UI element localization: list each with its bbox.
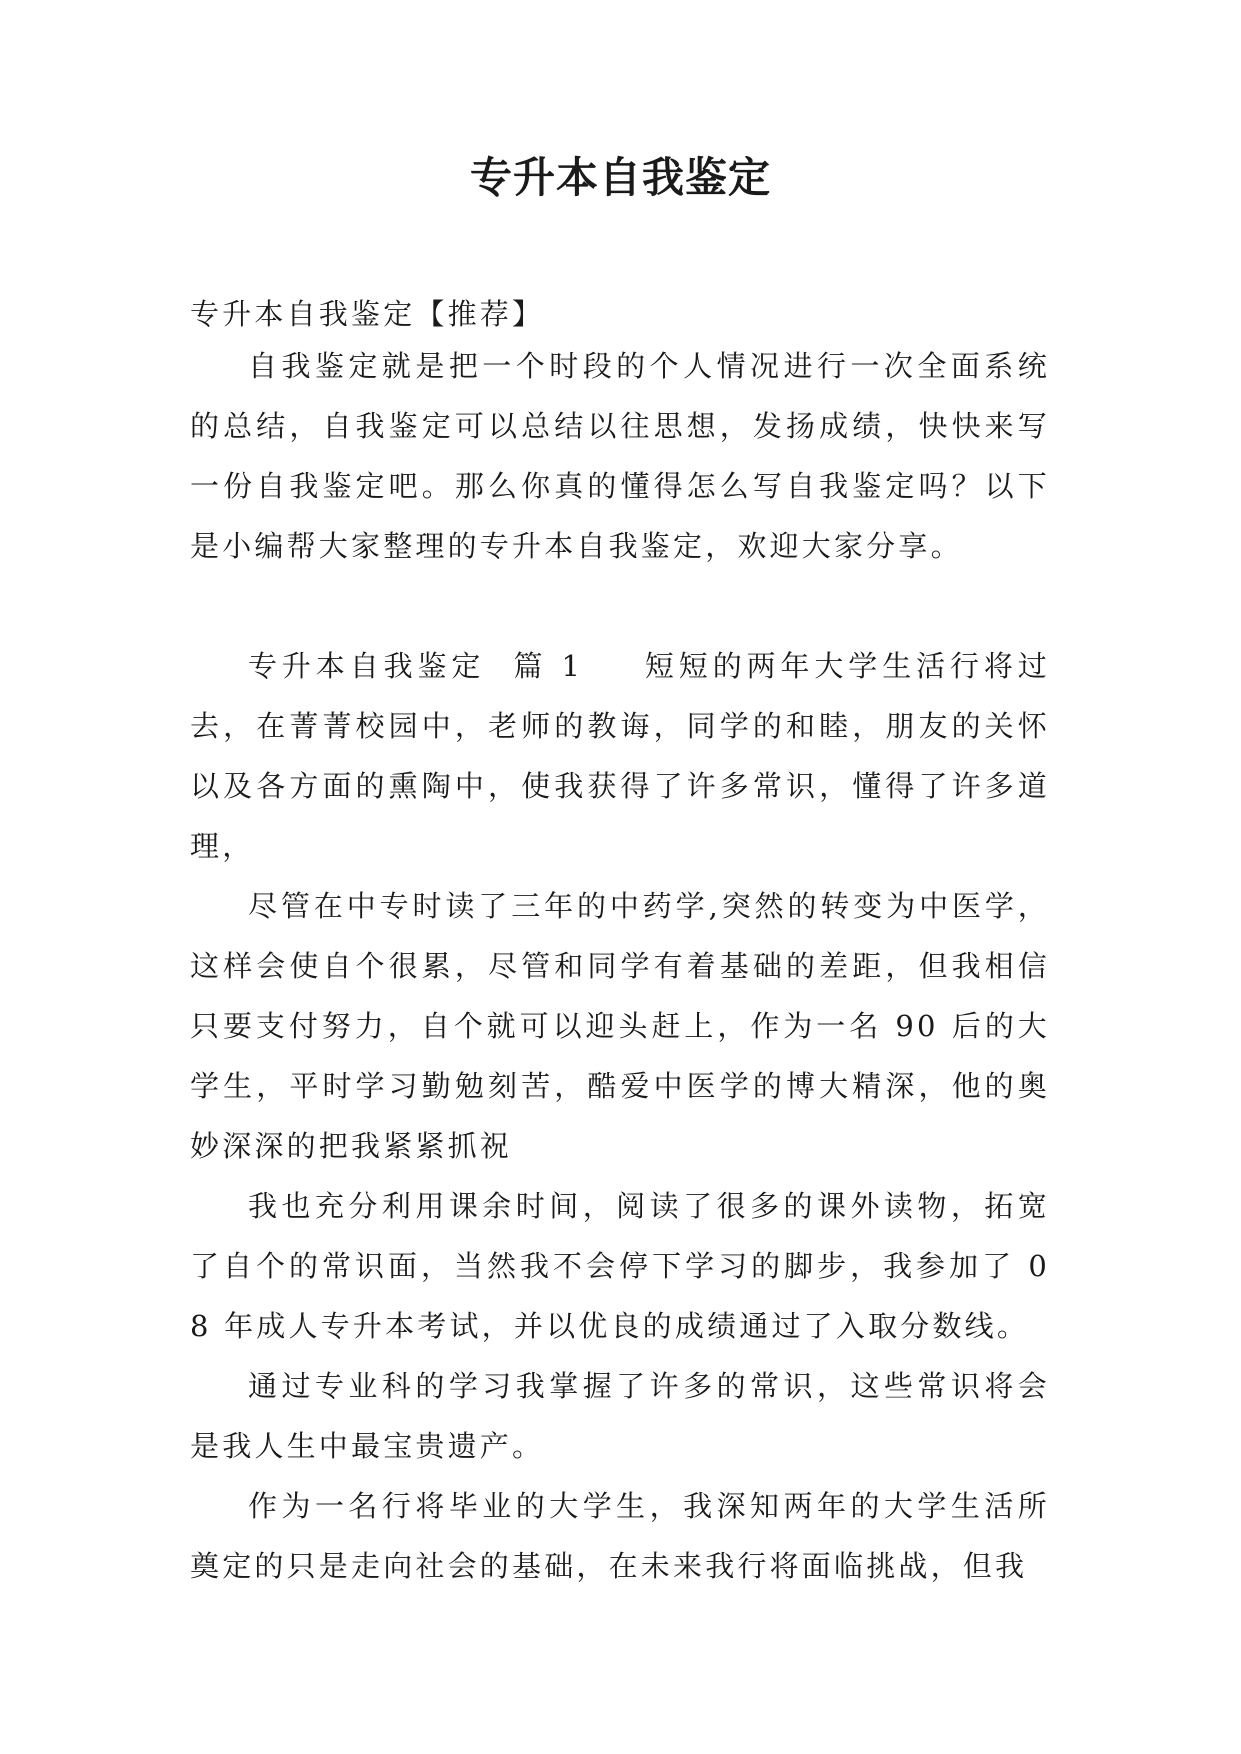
first-paragraph: [190, 636, 1050, 876]
paragraph-3: 我也充分利用课余时间，阅读了很多的课外读物，拓宽了自个的常识面，当然我不会停下学习的脚步，我参加了 08 年成人专升本考试，并以优良的成绩通过了入取分数线。: [190, 1189, 1050, 1343]
document-subtitle: 专升本自我鉴定【推荐】: [190, 297, 545, 331]
paragraph-5: 作为一名行将毕业的大学生，我深知两年的大学生活所奠定的只是走向社会的基础，在未来我行将面临挑战，但我: [190, 1489, 1050, 1583]
intro-paragraph: 自我鉴定就是把一个时段的个人情况进行一次全面系统的总结，自我鉴定可以总结以往思想，发扬成绩，快快来写一份自我鉴定吧。那么你真的懂得怎么写自我鉴定吗？以下是小编帮大家整理的专升本自我鉴定，欢迎大家分享。: [190, 349, 1050, 563]
document-title: 专升本自我鉴定: [469, 153, 771, 202]
paragraph-4: 通过专业科的学习我掌握了许多的常识，这些常识将会是我人生中最宝贵遗产。: [190, 1369, 1050, 1463]
section-heading: 专升本自我鉴定 篇 1: [248, 649, 584, 683]
paragraph-2: 尽管在中专时读了三年的中药学,突然的转变为中医学，这样会使自个很累，尽管和同学有着基础的差距，但我相信只要支付努力，自个就可以迎头赶上，作为一名 90 后的大学生，平时学习勤勉刻苦，酷爱中医学的博大精深，他的奥妙深深的把我紧紧抓祝: [190, 889, 1050, 1163]
intro-section: [190, 336, 1050, 576]
article-body: [190, 636, 1050, 1596]
paragraph-1-text: 短短的两年大学生活行将过去，在菁菁校园中，老师的教诲，同学的和睦，朋友的关怀以及各方面的熏陶中，使我获得了许多常识，懂得了许多道理，: [190, 649, 1050, 863]
